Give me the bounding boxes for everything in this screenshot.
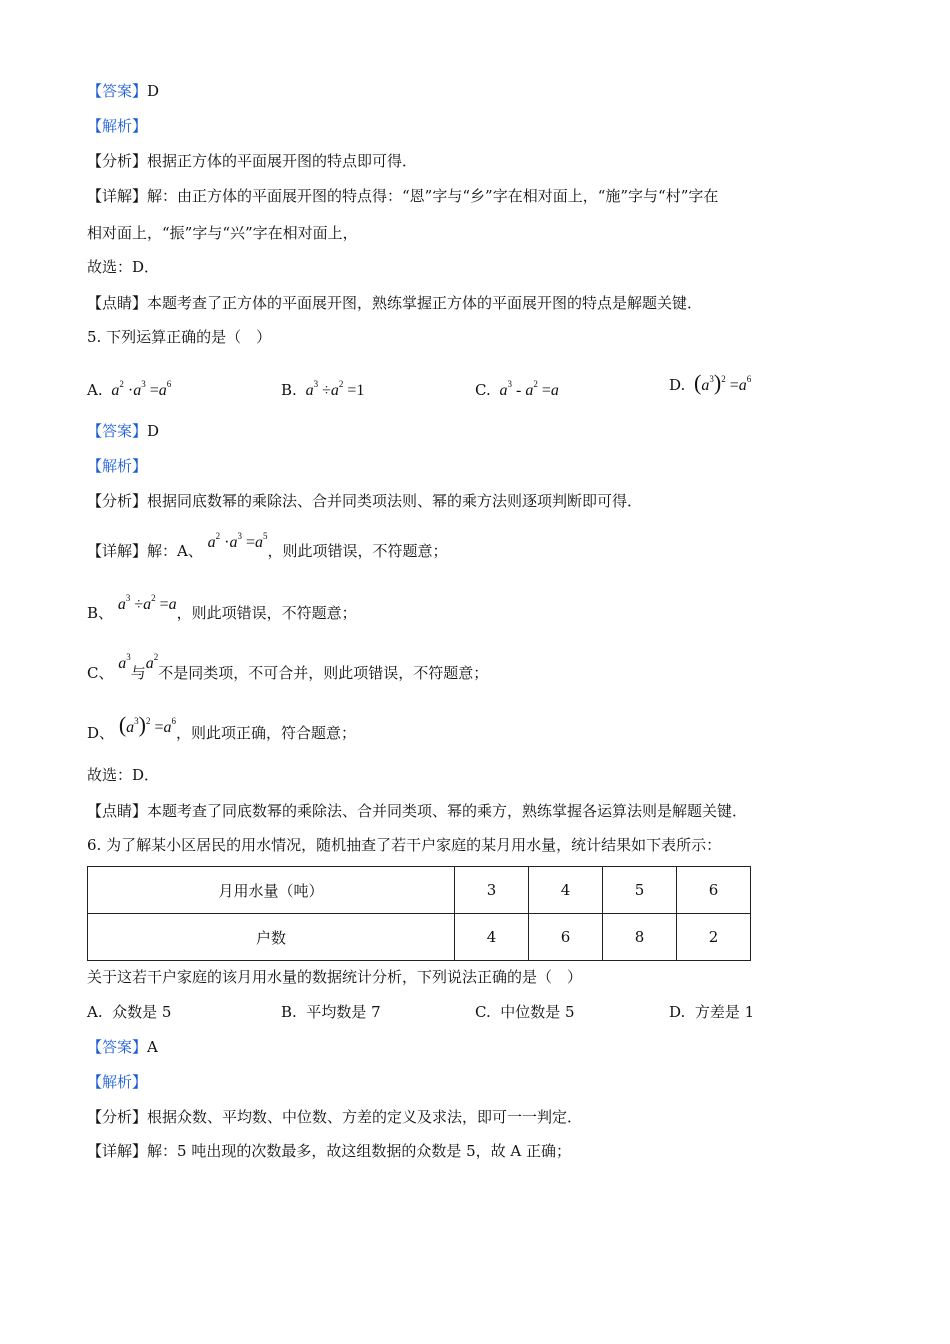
option-label: B. <box>281 381 297 399</box>
detail-tag: 【详解】 <box>87 187 148 205</box>
dianjing-text: 本题考查了同底数幂的乘除法、合并同类项、幂的乘方，熟练掌握各运算法则是解题关键． <box>147 802 748 820</box>
fenxi-line-q6 <box>87 1107 582 1127</box>
detail-line-b-q5: B、 $a^3 \div a^2 =a$，则此项错误，不符题意； <box>87 593 357 622</box>
q6-option-d: D. 方差是 1 <box>669 1003 755 1021</box>
choose-line-q5: 故选：D． <box>87 766 160 784</box>
detail-line-c-q5: C、 $a^3$与$a^2$不是同类项，不可合并，则此项错误，不符题意； <box>87 652 489 682</box>
detail-line1-q4 <box>87 186 718 206</box>
option-c-math: $a^3 - a^2 =a$ <box>499 379 559 399</box>
detail-line-a-q5: 【详解】解：A、 $a^2 \cdot a^3 =a^5$，则此项错误，不符题意； <box>87 531 448 560</box>
analysis-line-q5 <box>87 456 147 476</box>
answer-value: A <box>147 1038 158 1056</box>
table-cell: 5 <box>603 867 677 914</box>
q5-option-c <box>475 374 559 401</box>
option-label: D. <box>669 376 686 394</box>
table-cell: 6 <box>529 914 603 961</box>
detail-c-math1: $a^3$ <box>118 652 131 672</box>
q6-option-b: B. 平均数是 7 <box>281 1003 381 1021</box>
analysis-line-q6 <box>87 1072 147 1092</box>
table-row <box>88 914 751 961</box>
q6-question: 关于这若干户家庭的该月用水量的数据统计分析，下列说法正确的是（ ） <box>87 968 583 986</box>
option-b-math: $a^3 \div a^2 =1$ <box>305 379 365 399</box>
answer-tag: 【答案】 <box>87 82 148 100</box>
q5-option-a <box>87 374 171 401</box>
q6-option-c: C. 中位数是 5 <box>475 1003 575 1021</box>
fenxi-tag: 【分析】 <box>87 492 148 510</box>
answer-value: D <box>147 82 160 100</box>
detail-a-math: $a^2 \cdot a^3 =a^5$ <box>207 531 268 551</box>
analysis-line-q4 <box>87 116 147 136</box>
detail-d-math: $(a^3)^2 =a^6$ <box>118 712 176 737</box>
option-label: C. <box>475 381 491 399</box>
analysis-tag: 【解析】 <box>87 117 148 135</box>
option-d-math: $(a^3)^2 =a^6$ <box>694 370 752 395</box>
detail-line-d-q5: D、 $(a^3)^2 =a^6$，则此项正确，符合题意； <box>87 712 357 742</box>
q6-option-a: A. 众数是 5 <box>87 1003 172 1021</box>
dianjing-tag: 【点睛】 <box>87 802 148 820</box>
fenxi-line-q4 <box>87 151 417 171</box>
table-row <box>88 867 751 914</box>
fenxi-text: 根据正方体的平面展开图的特点即可得． <box>147 152 418 170</box>
dianjing-line-q5 <box>87 801 747 821</box>
choose-line-q4: 故选：D． <box>87 258 160 276</box>
fenxi-tag: 【分析】 <box>87 1108 148 1126</box>
q6-stem: 6. 为了解某小区居民的用水情况，随机抽查了若干户家庭的某月用水量，统计结果如下表所示： <box>87 836 722 854</box>
detail-text: 解：由正方体的平面展开图的特点得：“恩”字与“乡”字在相对面上，“施”字与“村”字在 <box>147 187 719 205</box>
table-cell: 2 <box>677 914 751 961</box>
detail-tag: 【详解】 <box>87 1142 148 1160</box>
detail-tag: 【详解】 <box>87 542 148 560</box>
table-cell: 4 <box>529 867 603 914</box>
detail-line2-q4: 相对面上，“振”字与“兴”字在相对面上， <box>87 224 358 242</box>
detail-text: 解：5 吨出现的次数最多，故这组数据的众数是 5，故 A 正确； <box>147 1142 572 1160</box>
option-a-math: $a^2 \cdot a^3 =a^6$ <box>111 379 172 399</box>
fenxi-text: 根据同底数幂的乘除法、合并同类项法则、幂的乘方法则逐项判断即可得． <box>147 492 643 510</box>
water-usage-table <box>87 866 751 961</box>
table-cell: 4 <box>455 914 529 961</box>
analysis-tag: 【解析】 <box>87 1073 148 1091</box>
detail-c-math2: $a^2$ <box>145 652 159 672</box>
q5-stem: 5. 下列运算正确的是（ ） <box>87 328 272 346</box>
answer-line-q6 <box>87 1037 158 1057</box>
dianjing-text: 本题考查了正方体的平面展开图，熟练掌握正方体的平面展开图的特点是解题关键． <box>147 294 703 312</box>
table-header-cell: 户数 <box>88 914 455 961</box>
answer-tag: 【答案】 <box>87 422 148 440</box>
dianjing-line-q4 <box>87 293 702 313</box>
table-cell: 8 <box>603 914 677 961</box>
option-label: A. <box>87 381 103 399</box>
answer-tag: 【答案】 <box>87 1038 148 1056</box>
q5-option-d <box>669 369 751 396</box>
q5-option-b <box>281 374 364 401</box>
fenxi-text: 根据众数、平均数、中位数、方差的定义及求法，即可一一判定． <box>147 1108 583 1126</box>
answer-value: D <box>147 422 160 440</box>
fenxi-line-q5 <box>87 491 642 511</box>
table-cell: 3 <box>455 867 529 914</box>
dianjing-tag: 【点睛】 <box>87 294 148 312</box>
fenxi-tag: 【分析】 <box>87 152 148 170</box>
table-cell: 6 <box>677 867 751 914</box>
answer-line-q4 <box>87 81 159 101</box>
analysis-tag: 【解析】 <box>87 457 148 475</box>
table-header-cell: 月用水量（吨） <box>88 867 455 914</box>
answer-line-q5 <box>87 421 159 441</box>
detail-line-q6 <box>87 1141 571 1161</box>
detail-b-math: $a^3 \div a^2 =a$ <box>117 593 177 613</box>
